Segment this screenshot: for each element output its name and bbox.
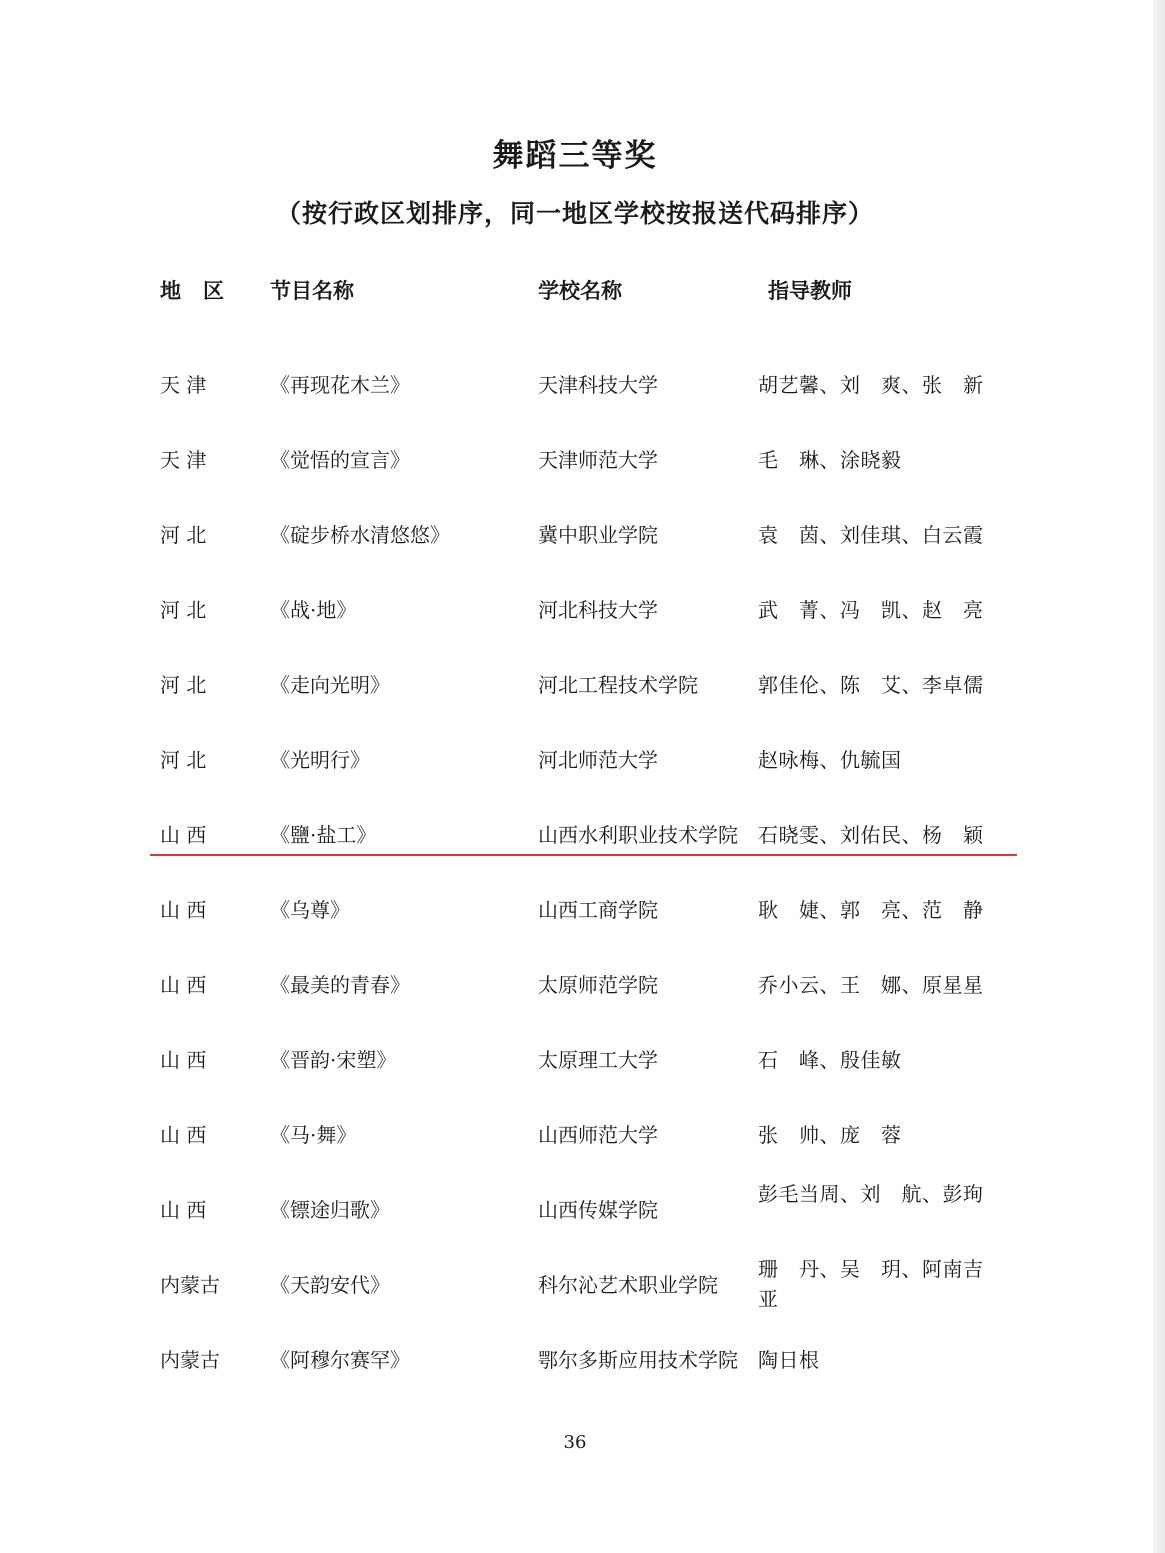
header-region: 地区	[160, 279, 246, 303]
cell-school: 科尔沁艺术职业学院	[538, 1273, 718, 1297]
cell-school: 山西传媒学院	[538, 1198, 658, 1222]
table-row	[0, 422, 1150, 497]
cell-region: 河 北	[160, 598, 207, 622]
cell-school: 河北科技大学	[538, 598, 658, 622]
cell-program: 《再现花木兰》	[270, 373, 410, 397]
table-row	[0, 1247, 1150, 1322]
cell-program: 《碇步桥水清悠悠》	[270, 523, 450, 547]
cell-school: 天津科技大学	[538, 373, 658, 397]
cell-school: 山西水利职业技术学院	[538, 823, 738, 847]
page-edge-shadow	[1153, 0, 1165, 1553]
cell-program: 《阿穆尔赛罕》	[270, 1348, 410, 1372]
cell-school: 冀中职业学院	[538, 523, 658, 547]
cell-teacher: 珊 丹、吴 玥、阿南吉亚	[758, 1257, 984, 1311]
table-row-highlighted	[0, 797, 1150, 872]
cell-region: 山 西	[160, 823, 207, 847]
cell-program: 《镖途归歌》	[270, 1198, 390, 1222]
cell-region: 山 西	[160, 898, 207, 922]
cell-school: 鄂尔多斯应用技术学院	[538, 1348, 738, 1372]
cell-region: 河 北	[160, 748, 207, 772]
table-row	[0, 572, 1150, 647]
header-program: 节目名称	[270, 279, 354, 303]
header-school: 学校名称	[538, 279, 622, 303]
cell-teacher: 张 帅、庞 蓉	[758, 1123, 902, 1147]
cell-school: 山西师范大学	[538, 1123, 658, 1147]
cell-teacher: 武 菁、冯 凯、赵 亮	[758, 598, 984, 622]
table-row	[0, 647, 1150, 722]
table-row	[0, 722, 1150, 797]
table-row	[0, 1172, 1150, 1247]
cell-school: 天津师范大学	[538, 448, 658, 472]
header-teacher: 指导教师	[768, 279, 852, 303]
cell-teacher: 石晓雯、刘佑民、杨 颖	[758, 823, 984, 847]
table-header	[0, 275, 1150, 307]
cell-teacher: 耿 婕、郭 亮、范 静	[758, 898, 984, 922]
cell-region: 山 西	[160, 1048, 207, 1072]
cell-region: 山 西	[160, 1123, 207, 1147]
table-row	[0, 347, 1150, 422]
table-row	[0, 497, 1150, 572]
highlight-underline	[150, 854, 1017, 856]
cell-school: 河北师范大学	[538, 748, 658, 772]
table-row	[0, 1022, 1150, 1097]
cell-program: 《走向光明》	[270, 673, 390, 697]
cell-teacher: 毛 琳、涂晓毅	[758, 448, 902, 472]
cell-teacher: 乔小云、王 娜、原星星	[758, 973, 984, 997]
cell-region: 山 西	[160, 1198, 207, 1222]
table-row	[0, 1097, 1150, 1172]
cell-region: 天 津	[160, 373, 207, 397]
page-number: 36	[563, 1432, 587, 1453]
cell-teacher: 陶日根	[758, 1348, 820, 1372]
cell-program: 《马·舞》	[270, 1123, 357, 1147]
award-table	[0, 347, 1150, 1397]
page-subtitle: （按行政区划排序，同一地区学校按报送代码排序）	[275, 199, 874, 228]
cell-program: 《天韵安代》	[270, 1273, 390, 1297]
cell-teacher: 彭毛当周、刘 航、彭珣	[758, 1182, 984, 1206]
cell-program: 《晋韵·宋塑》	[270, 1048, 397, 1072]
cell-teacher: 胡艺馨、刘 爽、张 新	[758, 373, 984, 397]
cell-teacher: 赵咏梅、仇毓国	[758, 748, 902, 772]
cell-program: 《战·地》	[270, 598, 357, 622]
cell-region: 河 北	[160, 523, 207, 547]
cell-school: 河北工程技术学院	[538, 673, 698, 697]
table-row	[0, 872, 1150, 947]
cell-school: 山西工商学院	[538, 898, 658, 922]
cell-program: 《鹽·盐工》	[270, 823, 377, 847]
cell-program: 《乌尊》	[270, 898, 350, 922]
cell-program: 《最美的青春》	[270, 973, 410, 997]
table-row	[0, 947, 1150, 1022]
cell-teacher: 袁 茵、刘佳琪、白云霞	[758, 523, 984, 547]
cell-program: 《光明行》	[270, 748, 370, 772]
cell-region: 山 西	[160, 973, 207, 997]
cell-school: 太原师范学院	[538, 973, 658, 997]
cell-region: 内蒙古	[160, 1273, 220, 1297]
cell-teacher: 郭佳伦、陈 艾、李卓儒	[758, 673, 984, 697]
page-title: 舞蹈三等奖	[492, 138, 658, 174]
cell-region: 内蒙古	[160, 1348, 220, 1372]
cell-teacher: 石 峰、殷佳敏	[758, 1048, 902, 1072]
cell-region: 天 津	[160, 448, 207, 472]
cell-program: 《觉悟的宣言》	[270, 448, 410, 472]
table-row	[0, 1322, 1150, 1397]
cell-school: 太原理工大学	[538, 1048, 658, 1072]
cell-region: 河 北	[160, 673, 207, 697]
